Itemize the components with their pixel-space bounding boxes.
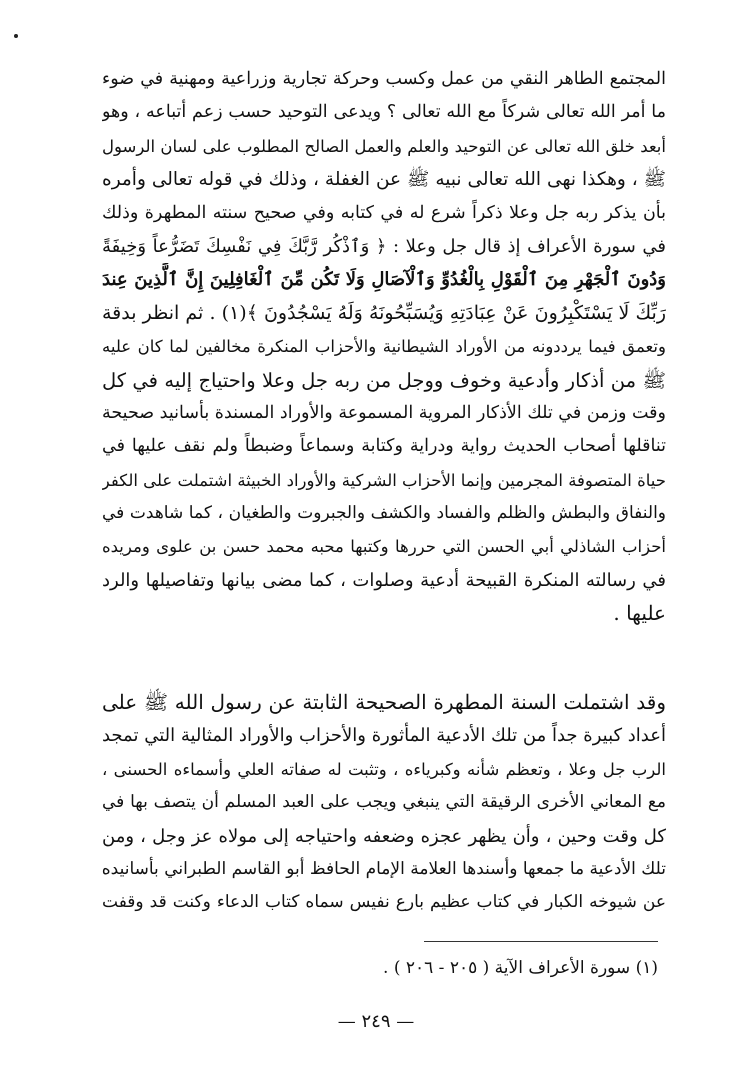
- footnote: (١) سورة الأعراف الآية ( ٢٠٥ - ٢٠٦ ) .: [383, 958, 658, 978]
- text-line: ﷺ من أذكار وأدعية وخوف ووجل من ربه جل وعلا واحتياج إليه في كل: [102, 368, 666, 392]
- text-line: ﷺ ، وهكذا نهى الله تعالى نبيه ﷺ عن الغفلة ، وذلك في قوله تعالى وأمره: [102, 169, 666, 191]
- speck-mark: [14, 34, 18, 38]
- text-line: مع المعاني الأخرى الرقيقة التي ينبغي ويجب على العبد المسلم أن يتصف بها في: [102, 792, 666, 813]
- text-line: حياة المتصوفة المجرمين وإنما الأحزاب الشركية والأوراد الخبيثة اشتملت على الكفر: [102, 470, 666, 490]
- text-line: والنفاق والبطش والظلم والفساد والكشف والجبروت والطغيان ، كما شاهدت في: [102, 503, 666, 524]
- text-line: أحزاب الشاذلي أبي الحسن التي حررها وكتبها محبه محمد حسن بن علوى ومريده: [102, 537, 666, 557]
- page-number: — ٢٤٩ —: [337, 1011, 415, 1032]
- paragraph-1: [102, 63, 666, 631]
- text-line: في سورة الأعراف إذ قال جل وعلا : ﴿ وَٱذْكُر رَّبَّكَ فِي نَفْسِكَ تَضَرُّعاً وَخِيفَةً: [102, 235, 666, 257]
- text-line: أعداد كبيرة جداً من تلك الأدعية المأثورة والأحزاب والأوراد المثالية التي تمجد: [102, 725, 666, 747]
- footnote-divider: [424, 941, 658, 942]
- text-line: رَبِّكَ لَا يَسْتَكْبِرُونَ عَنْ عِبَادَتِهِ وَيُسَبِّحُونَهُ وَلَهُ يَسْجُدُونَ ﴾(١) . ثم انظر بدقة: [102, 301, 666, 324]
- text-line: تناقلها أصحاب الحديث رواية ودراية وكتابة وسماعاً وضبطاً ولم نقف عليها في: [102, 436, 666, 457]
- text-line: كل وقت وحين ، وأن يظهر عجزه وضعفه واحتياجه إلى مولاه عز وجل ، ومن: [102, 825, 666, 847]
- text-line: وقد اشتملت السنة المطهرة الصحيحة الثابتة عن رسول الله ﷺ على: [102, 690, 666, 714]
- text-line: وتعمق فيما يرددونه من الأوراد الشيطانية والأحزاب المنكرة مخالفين لما كان عليه: [102, 337, 666, 357]
- text-line: عليها .: [613, 601, 666, 626]
- text-line: الرب جل وعلا ، وتعظم شأنه وكبرياءه ، وتثبت له صفاته العلي وأسماءه الحسنى ،: [102, 759, 666, 779]
- text-line: المجتمع الطاهر النقي من عمل وكسب وحركة تجارية وزراعية ومهنية في ضوء: [102, 69, 666, 89]
- text-line: تلك الأدعية ما جمعها وأسندها العلامة الإمام الحافظ أبو القاسم الطبراني بأسانيده: [102, 858, 666, 879]
- quran-verse-line: وَدُونَ ٱلْجَهْرِ مِنَ ٱلْقَوْلِ بِالْغُدُوِّ وَٱلْآصَالِ وَلَا تَكُن مِّنَ ٱلْغَافِلِينَ إِنَّ ٱلَّذِينَ عِندَ: [102, 269, 666, 291]
- text-line: وقت وزمن في تلك الأذكار المروية المسموعة والأوراد المسندة بأسانيد صحيحة: [102, 402, 666, 423]
- text-line: بأن يذكر ربه جل وعلا ذكراً شرع له في كتابه وفي صحيح سنته المطهرة وذلك: [102, 202, 666, 223]
- text-line: أبعد خلق الله تعالى عن التوحيد والعلم والعمل الصالح المطلوب على لسان الرسول: [102, 136, 666, 156]
- text-line: ما أمر الله تعالى شركاً مع الله تعالى ؟ ويدعى التوحيد حسب زعم أتباعه ، وهو: [102, 102, 666, 123]
- text-line: في رسالته المنكرة القبيحة أدعية وصلوات ، كما مضى بيانها وتفاصيلها والرد: [102, 569, 666, 591]
- paragraph-2: [102, 686, 666, 920]
- text-line: عن شيوخه الكبار في كتاب عظيم بارع نفيس سماه كتاب الدعاء وكنت قد وقفت: [102, 892, 666, 913]
